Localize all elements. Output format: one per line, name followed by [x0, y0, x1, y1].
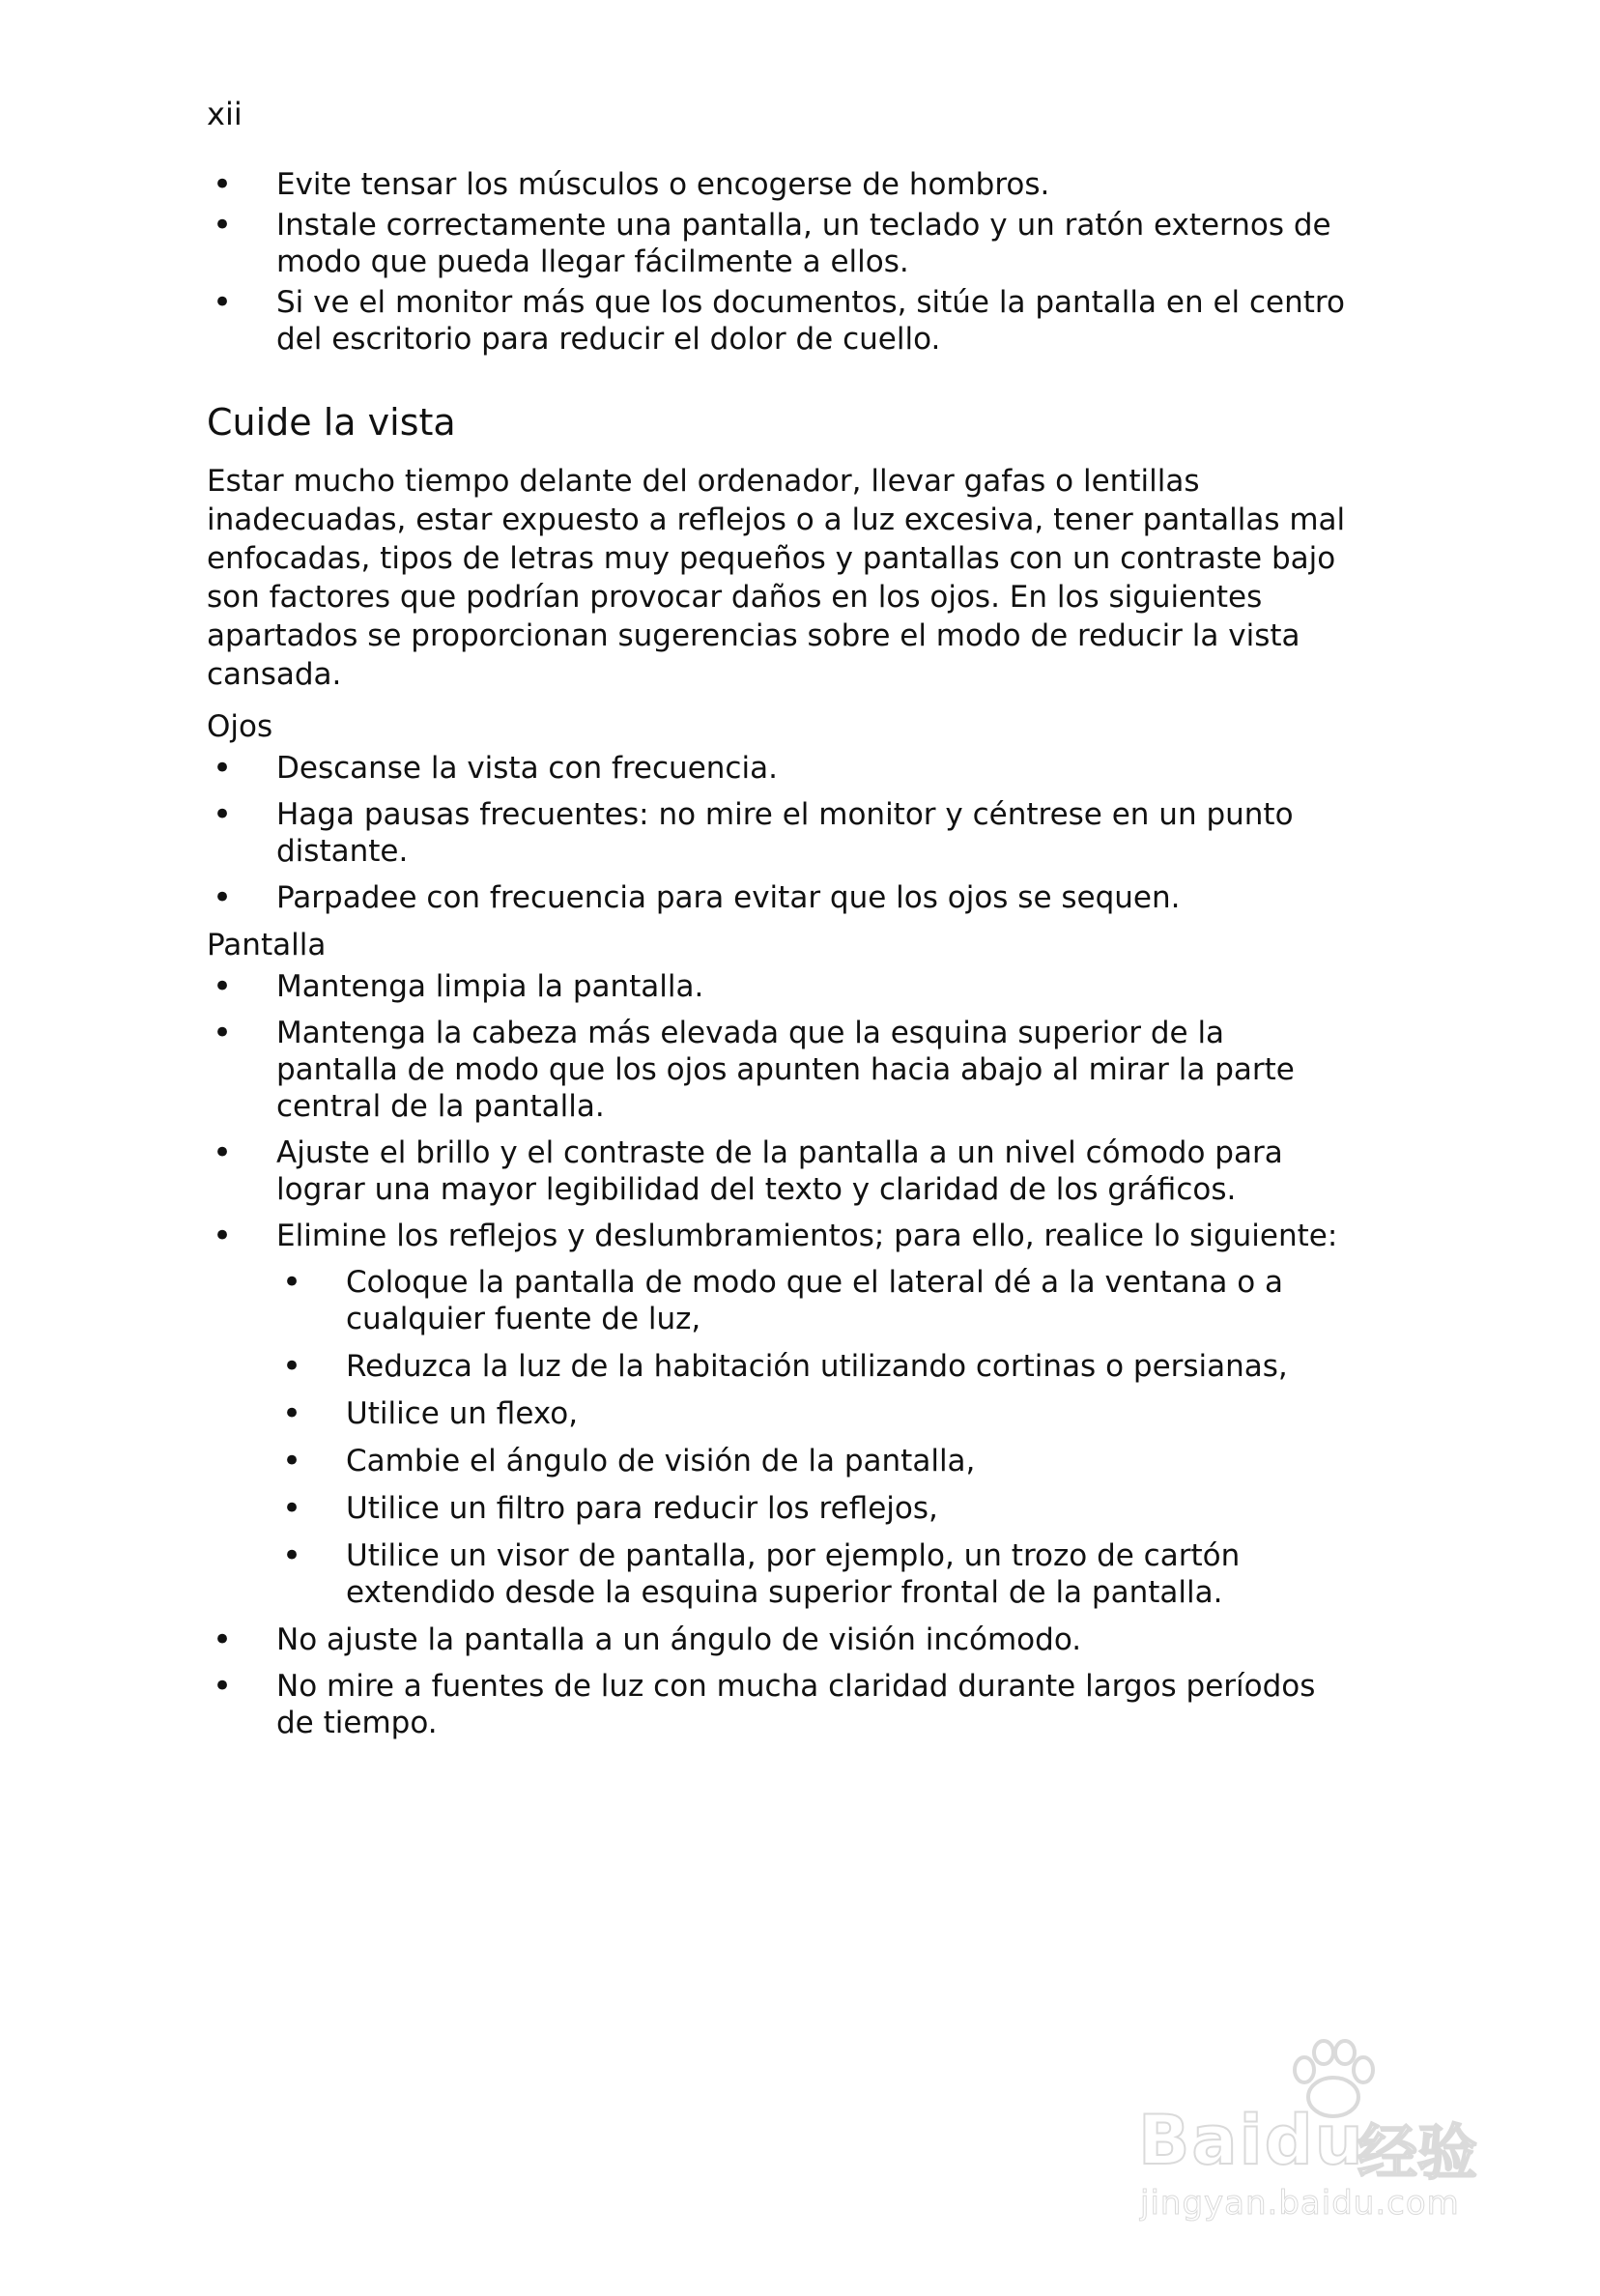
ojos-bullet-list [207, 750, 1347, 916]
list-item: • Mantenga la cabeza más elevada que la esquina superior de la pantalla de modo que los ojos apunten hacia abajo al mirar la parte central de la pantalla. [207, 1015, 1347, 1125]
pantalla-bullet-list [207, 968, 1347, 1741]
list-item: • Instale correctamente una pantalla, un teclado y un ratón externos de modo que pueda llegar fácilmente a ellos. [207, 207, 1347, 280]
sub-list-item: • Utilice un filtro para reducir los reflejos, [276, 1490, 1347, 1527]
baidu-watermark [1130, 2037, 1498, 2230]
list-item: • No mire a fuentes de luz con mucha claridad durante largos períodos de tiempo. [207, 1668, 1347, 1741]
list-item: • Haga pausas frecuentes: no mire el monitor y céntrese en un punto distante. [207, 796, 1347, 870]
watermark-url: jingyan.baidu.com [1140, 2184, 1460, 2223]
section-title: Cuide la vista [207, 401, 456, 444]
list-item: • Mantenga limpia la pantalla. [207, 968, 1347, 1005]
list-item [207, 1218, 1347, 1611]
list-item: • Parpadee con frecuencia para evitar que los ojos se sequen. [207, 879, 1347, 916]
list-item-text: Elimine los reflejos y deslumbramientos; para ello, realice lo siguiente: [276, 1219, 1338, 1253]
list-item: • Si ve el monitor más que los documentos, sitúe la pantalla en el centro del escritorio para reducir el dolor de cuello. [207, 284, 1347, 358]
sub-list-item: • Utilice un flexo, [276, 1395, 1347, 1432]
subheading-ojos: Ojos [207, 709, 273, 744]
list-item: • No ajuste la pantalla a un ángulo de visión incómodo. [207, 1622, 1347, 1658]
sub-list-item: • Coloque la pantalla de modo que el lateral dé a la ventana o a cualquier fuente de luz, [276, 1264, 1347, 1337]
page-number: xii [207, 96, 243, 132]
subheading-pantalla: Pantalla [207, 928, 327, 962]
sub-list-item: • Reduzca la luz de la habitación utilizando cortinas o persianas, [276, 1348, 1347, 1385]
watermark-brand: Baidu [1138, 2101, 1365, 2180]
watermark-brand-cn: 经验 [1357, 2117, 1478, 2188]
list-item: • Evite tensar los músculos o encogerse de hombros. [207, 166, 1347, 203]
page-content [207, 166, 1347, 1751]
list-item: • Descanse la vista con frecuencia. [207, 750, 1347, 787]
glare-sub-list [276, 1264, 1347, 1611]
intro-paragraph: Estar mucho tiempo delante del ordenador, llevar gafas o lentillas inadecuadas, estar expuesto a reflejos o a luz excesiva, tener pantallas mal enfocadas, tipos de letras muy pequeños y pantallas con un contraste bajo son factores que podrían provocar daños en los ojos. En los siguientes apartados se proporcionan sugerencias sobre el modo de reducir la vista cansada. [207, 464, 1346, 692]
sub-list-item: • Cambie el ángulo de visión de la pantalla, [276, 1443, 1347, 1479]
list-item: • Ajuste el brillo y el contraste de la pantalla a un nivel cómodo para lograr una mayor legibilidad del texto y claridad de los gráficos. [207, 1134, 1347, 1208]
sub-list-item: • Utilice un visor de pantalla, por ejemplo, un trozo de cartón extendido desde la esquina superior frontal de la pantalla. [276, 1537, 1347, 1611]
top-bullet-list [207, 166, 1347, 358]
